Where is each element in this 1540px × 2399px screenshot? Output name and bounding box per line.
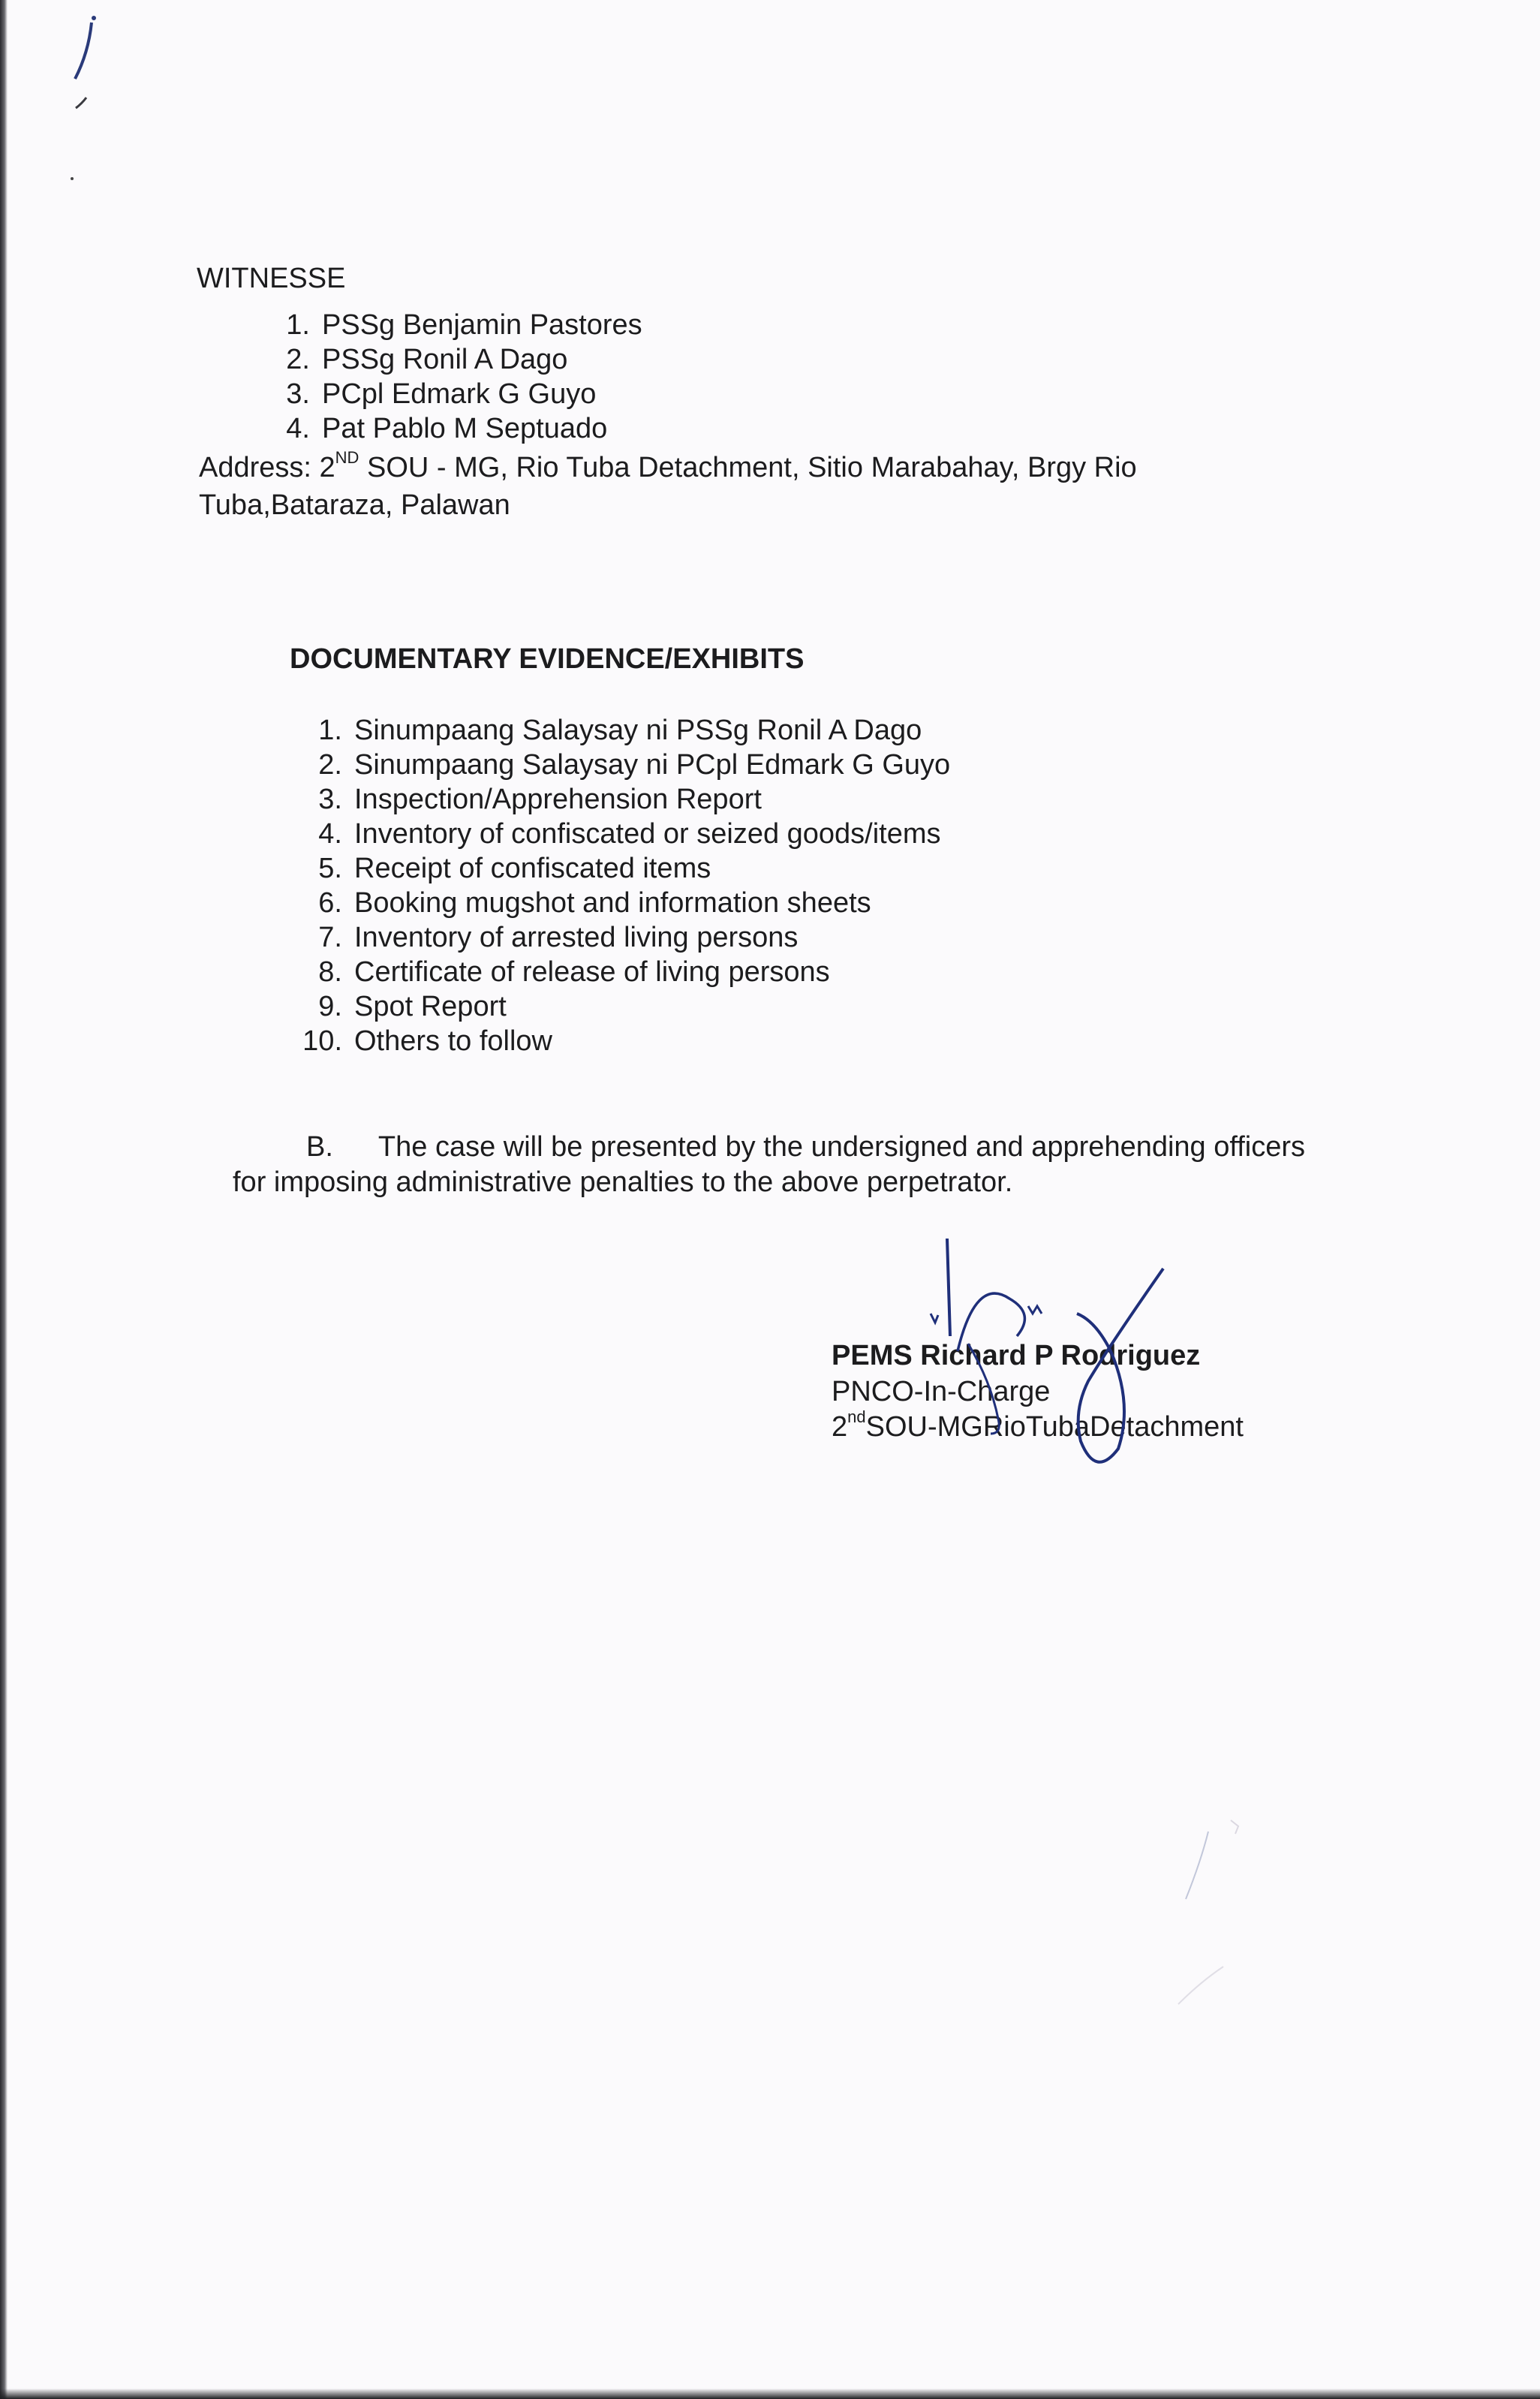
list-item: 4. Pat Pablo M Septuado (286, 413, 608, 444)
stray-pen-mark (53, 8, 113, 188)
list-item: 6. Booking mugshot and information sheets (318, 887, 871, 919)
list-item: 7. Inventory of arrested living persons (318, 922, 799, 953)
section-b-line1: B. The case will be presented by the undersigned and apprehending officers (306, 1131, 1306, 1163)
list-item: 3. Inspection/Apprehension Report (318, 784, 762, 815)
list-item: 10. Others to follow (302, 1025, 552, 1057)
list-item: 2. Sinumpaang Salaysay ni PCpl Edmark G Guyo (318, 749, 951, 781)
list-item: 5. Receipt of confiscated items (318, 853, 711, 884)
handwritten-signature (886, 1231, 1201, 1486)
page-edge-shadow (0, 0, 8, 2399)
witness-heading: WITNESSE (197, 263, 346, 294)
list-item: 1. Sinumpaang Salaysay ni PSSg Ronil A Dago (318, 715, 922, 746)
evidence-heading: DOCUMENTARY EVIDENCE/EXHIBITS (290, 643, 805, 675)
stray-pen-mark (1156, 1817, 1306, 2057)
witness-list (266, 308, 642, 446)
witness-address: Address: 2ND SOU - MG, Rio Tuba Detachment, Sitio Marabahay, Brgy Rio (199, 448, 1137, 483)
signatory-unit: 2ndSOU-MGRioTubaDetachment (832, 1407, 1244, 1443)
list-item: 8. Certificate of release of living persons (318, 956, 830, 988)
list-item: 3. PCpl Edmark G Guyo (286, 378, 597, 410)
page-bottom-shadow (0, 2388, 1540, 2399)
list-item: 4. Inventory of confiscated or seized goods/items (318, 818, 941, 850)
list-item: 1. PSSg Benjamin Pastores (286, 309, 642, 341)
list-item: 2. PSSg Ronil A Dago (286, 344, 568, 375)
evidence-list (299, 713, 950, 1058)
list-item: 9. Spot Report (318, 991, 507, 1022)
section-b-line2: for imposing administrative penalties to the above perpetrator. (233, 1166, 1013, 1198)
witness-address-line2: Tuba,Bataraza, Palawan (199, 489, 510, 521)
signatory-position: PNCO-In-Charge (832, 1376, 1051, 1407)
signatory-name: PEMS Richard P Rodriguez (832, 1340, 1201, 1371)
